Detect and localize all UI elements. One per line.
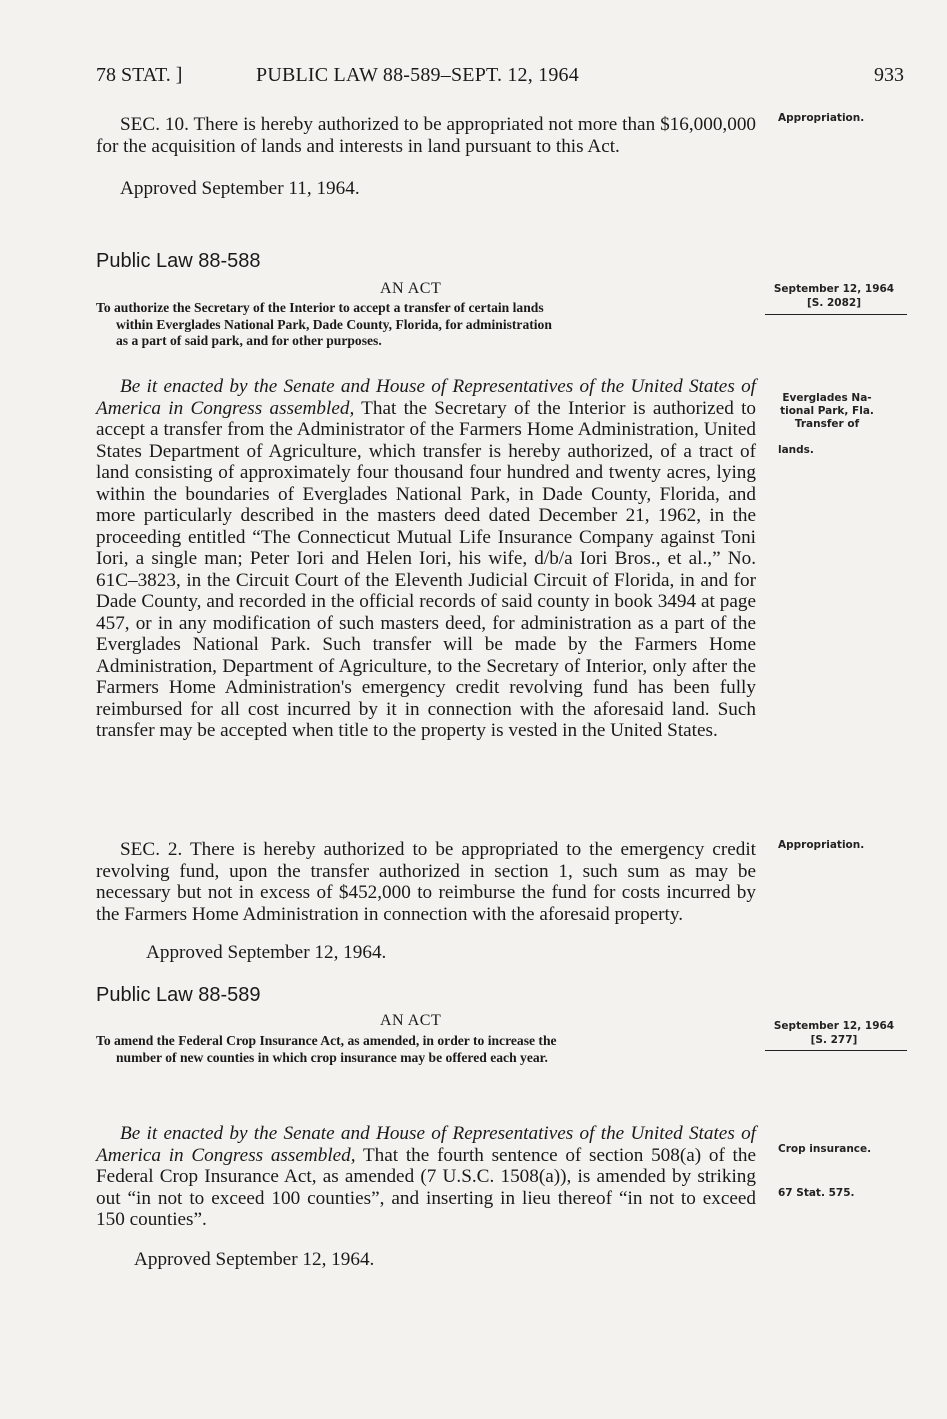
margin-stat-ref: 67 Stat. 575. bbox=[778, 1187, 855, 1199]
approved-line-2: Approved September 12, 1964. bbox=[146, 942, 387, 963]
margin-bill-88-588: [S. 2082] bbox=[806, 297, 862, 309]
margin-everglades-line3: Transfer of bbox=[794, 418, 860, 430]
sec2-paragraph bbox=[96, 839, 756, 925]
section1-paragraph bbox=[96, 376, 756, 742]
statute-volume: 78 STAT. ] bbox=[96, 64, 183, 86]
purpose-88-588 bbox=[96, 300, 756, 350]
purpose-88-589-line2: number of new counties in which crop insurance may be offered each year. bbox=[116, 1049, 548, 1065]
margin-everglades bbox=[764, 392, 890, 431]
purpose-88-588-line1: To authorize the Secretary of the Interior to accept a transfer of certain lands bbox=[96, 300, 544, 315]
page-header bbox=[96, 64, 904, 90]
enacting-clause-2: Be it enacted by the Senate and House of Representatives of the United States of America in Congress assembled, bbox=[96, 1123, 756, 1166]
sec10-paragraph bbox=[96, 114, 756, 157]
sec2-text: There is hereby authorized to be appropriated to the emergency credit revolving fund, upon the transfer authorized in section 1, such sum as may be necessary but not in excess of $452,000 to reimburse the fund for costs incurred by the Farmers Home Administration in connection with the aforesaid property. bbox=[96, 839, 756, 925]
sec10-label: SEC. 10. bbox=[120, 114, 189, 135]
margin-everglades-line4: lands. bbox=[778, 444, 814, 456]
margin-rule-1 bbox=[765, 314, 907, 315]
public-law-88-588-title: Public Law 88-588 bbox=[96, 250, 261, 272]
margin-appropriation-2: Appropriation. bbox=[778, 839, 865, 851]
approved-line-1: Approved September 11, 1964. bbox=[120, 178, 360, 199]
margin-appropriation-1: Appropriation. bbox=[778, 112, 865, 124]
crop-insurance-text: That the fourth sentence of section 508(a) of the Federal Crop Insurance Act, as amended (7 U.S.C. 1508(a)), is amended by striking out “in not to exceed 100 counties”, and inserting in lieu thereof “in not to exceed 150 counties”. bbox=[96, 1144, 756, 1230]
margin-everglades-line1: Everglades Na- bbox=[782, 392, 872, 404]
an-act-heading-2: AN ACT bbox=[380, 1012, 442, 1029]
purpose-88-588-line2: within Everglades National Park, Dade County, Florida, for administration bbox=[116, 316, 552, 332]
section1-text: That the Secretary of the Interior is authorized to accept a transfer from the Administrator of the Farmers Home Administration, United States Department of Agriculture, which transfer is hereby authorized, of a tract of land consisting of approximately four thousand four hundred and twenty acres, lying within the boundaries of Everglades National Park, in Dade County, Florida, and more particularly described in the masters deed dated December 21, 1962, in the proceeding entitled “The Connecticut Mutual Life Insurance Company against Toni Iori, a single man; Peter Iori and Helen Iori, his wife, d/b/a Iori Bros., et al.,” No. 61C–3823, in the Circuit Court of the Eleventh Judicial Circuit of Florida, in and for Dade County, and recorded in the official records of said county in book 3494 at page 457, or in any modification of such masters deed, for administration as a part of the Everglades National Park. Such transfer will be made by the Farmers Home Administration, Department of Agriculture, to the Secretary of Interior, only after the Farmers Home Administration's emergency credit revolving fund has been fully reimbursed for all cost incurred by it in connection with the aforesaid land. Such transfer may be accepted when title to the property is vested in the United States. bbox=[96, 397, 756, 741]
margin-rule-2 bbox=[765, 1050, 907, 1051]
an-act-heading-1: AN ACT bbox=[380, 280, 442, 297]
margin-bill-88-589: [S. 277] bbox=[810, 1034, 858, 1046]
public-law-88-589-title: Public Law 88-589 bbox=[96, 984, 261, 1006]
purpose-88-589 bbox=[96, 1033, 756, 1066]
sec10-text: There is hereby authorized to be appropriated not more than $16,000,000 for the acquisition of lands and interests in land pursuant to this Act. bbox=[96, 114, 757, 157]
crop-insurance-paragraph bbox=[96, 1123, 756, 1231]
enacting-clause-1: Be it enacted by the Senate and House of Representatives of the United States of America in Congress assembled, bbox=[96, 376, 756, 419]
margin-date-88-588: September 12, 1964 bbox=[773, 283, 895, 295]
sec2-label: SEC. 2. bbox=[120, 839, 183, 860]
margin-everglades-line2: tional Park, Fla. bbox=[780, 405, 874, 417]
purpose-88-589-line1: To amend the Federal Crop Insurance Act, as amended, in order to increase the bbox=[96, 1033, 557, 1048]
margin-crop-insurance: Crop insurance. bbox=[778, 1143, 872, 1155]
margin-date-88-589: September 12, 1964 bbox=[773, 1020, 895, 1032]
page-number: 933 bbox=[874, 64, 904, 86]
approved-line-3: Approved September 12, 1964. bbox=[134, 1249, 375, 1270]
running-title: PUBLIC LAW 88-589–SEPT. 12, 1964 bbox=[256, 64, 579, 86]
purpose-88-588-line3: as a part of said park, and for other purposes. bbox=[116, 333, 382, 348]
